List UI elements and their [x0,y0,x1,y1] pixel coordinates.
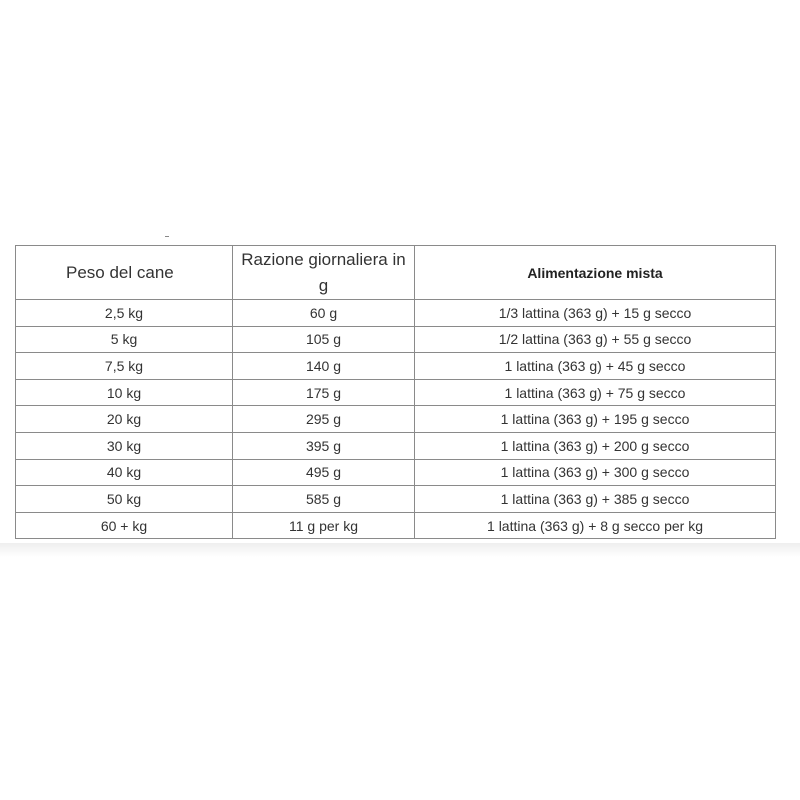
table-row [16,300,776,327]
page-divider-shadow [0,543,800,557]
cell-mixed: 1 lattina (363 g) + 8 g secco per kg [415,512,776,539]
table-row [16,486,776,513]
table-row [16,459,776,486]
cell-ration: 105 g [233,326,415,353]
table-header-row [16,246,776,300]
cell-mixed: 1 lattina (363 g) + 45 g secco [415,353,776,380]
cell-ration: 175 g [233,379,415,406]
cell-ration: 295 g [233,406,415,433]
table-row [16,406,776,433]
cell-weight: 40 kg [16,459,233,486]
table-row [16,512,776,539]
cell-weight: 2,5 kg [16,300,233,327]
cell-ration: 495 g [233,459,415,486]
feeding-table [15,245,776,539]
cell-weight: 5 kg [16,326,233,353]
cell-weight: 20 kg [16,406,233,433]
cell-mixed: 1/2 lattina (363 g) + 55 g secco [415,326,776,353]
header-daily-ration: Razione giornaliera in g [233,246,415,300]
cell-ration: 60 g [233,300,415,327]
header-mixed-feeding: Alimentazione mista [415,246,776,300]
cell-weight: 30 kg [16,432,233,459]
stray-mark [165,236,169,237]
feeding-table-container [15,245,775,539]
cell-weight: 50 kg [16,486,233,513]
table-row [16,379,776,406]
cell-ration: 140 g [233,353,415,380]
cell-ration: 395 g [233,432,415,459]
cell-mixed: 1/3 lattina (363 g) + 15 g secco [415,300,776,327]
cell-ration: 11 g per kg [233,512,415,539]
table-row [16,353,776,380]
cell-weight: 60 + kg [16,512,233,539]
cell-weight: 10 kg [16,379,233,406]
cell-mixed: 1 lattina (363 g) + 195 g secco [415,406,776,433]
cell-mixed: 1 lattina (363 g) + 385 g secco [415,486,776,513]
table-row [16,326,776,353]
cell-ration: 585 g [233,486,415,513]
cell-mixed: 1 lattina (363 g) + 75 g secco [415,379,776,406]
header-dog-weight: Peso del cane [16,246,233,300]
table-row [16,432,776,459]
cell-weight: 7,5 kg [16,353,233,380]
cell-mixed: 1 lattina (363 g) + 200 g secco [415,432,776,459]
cell-mixed: 1 lattina (363 g) + 300 g secco [415,459,776,486]
